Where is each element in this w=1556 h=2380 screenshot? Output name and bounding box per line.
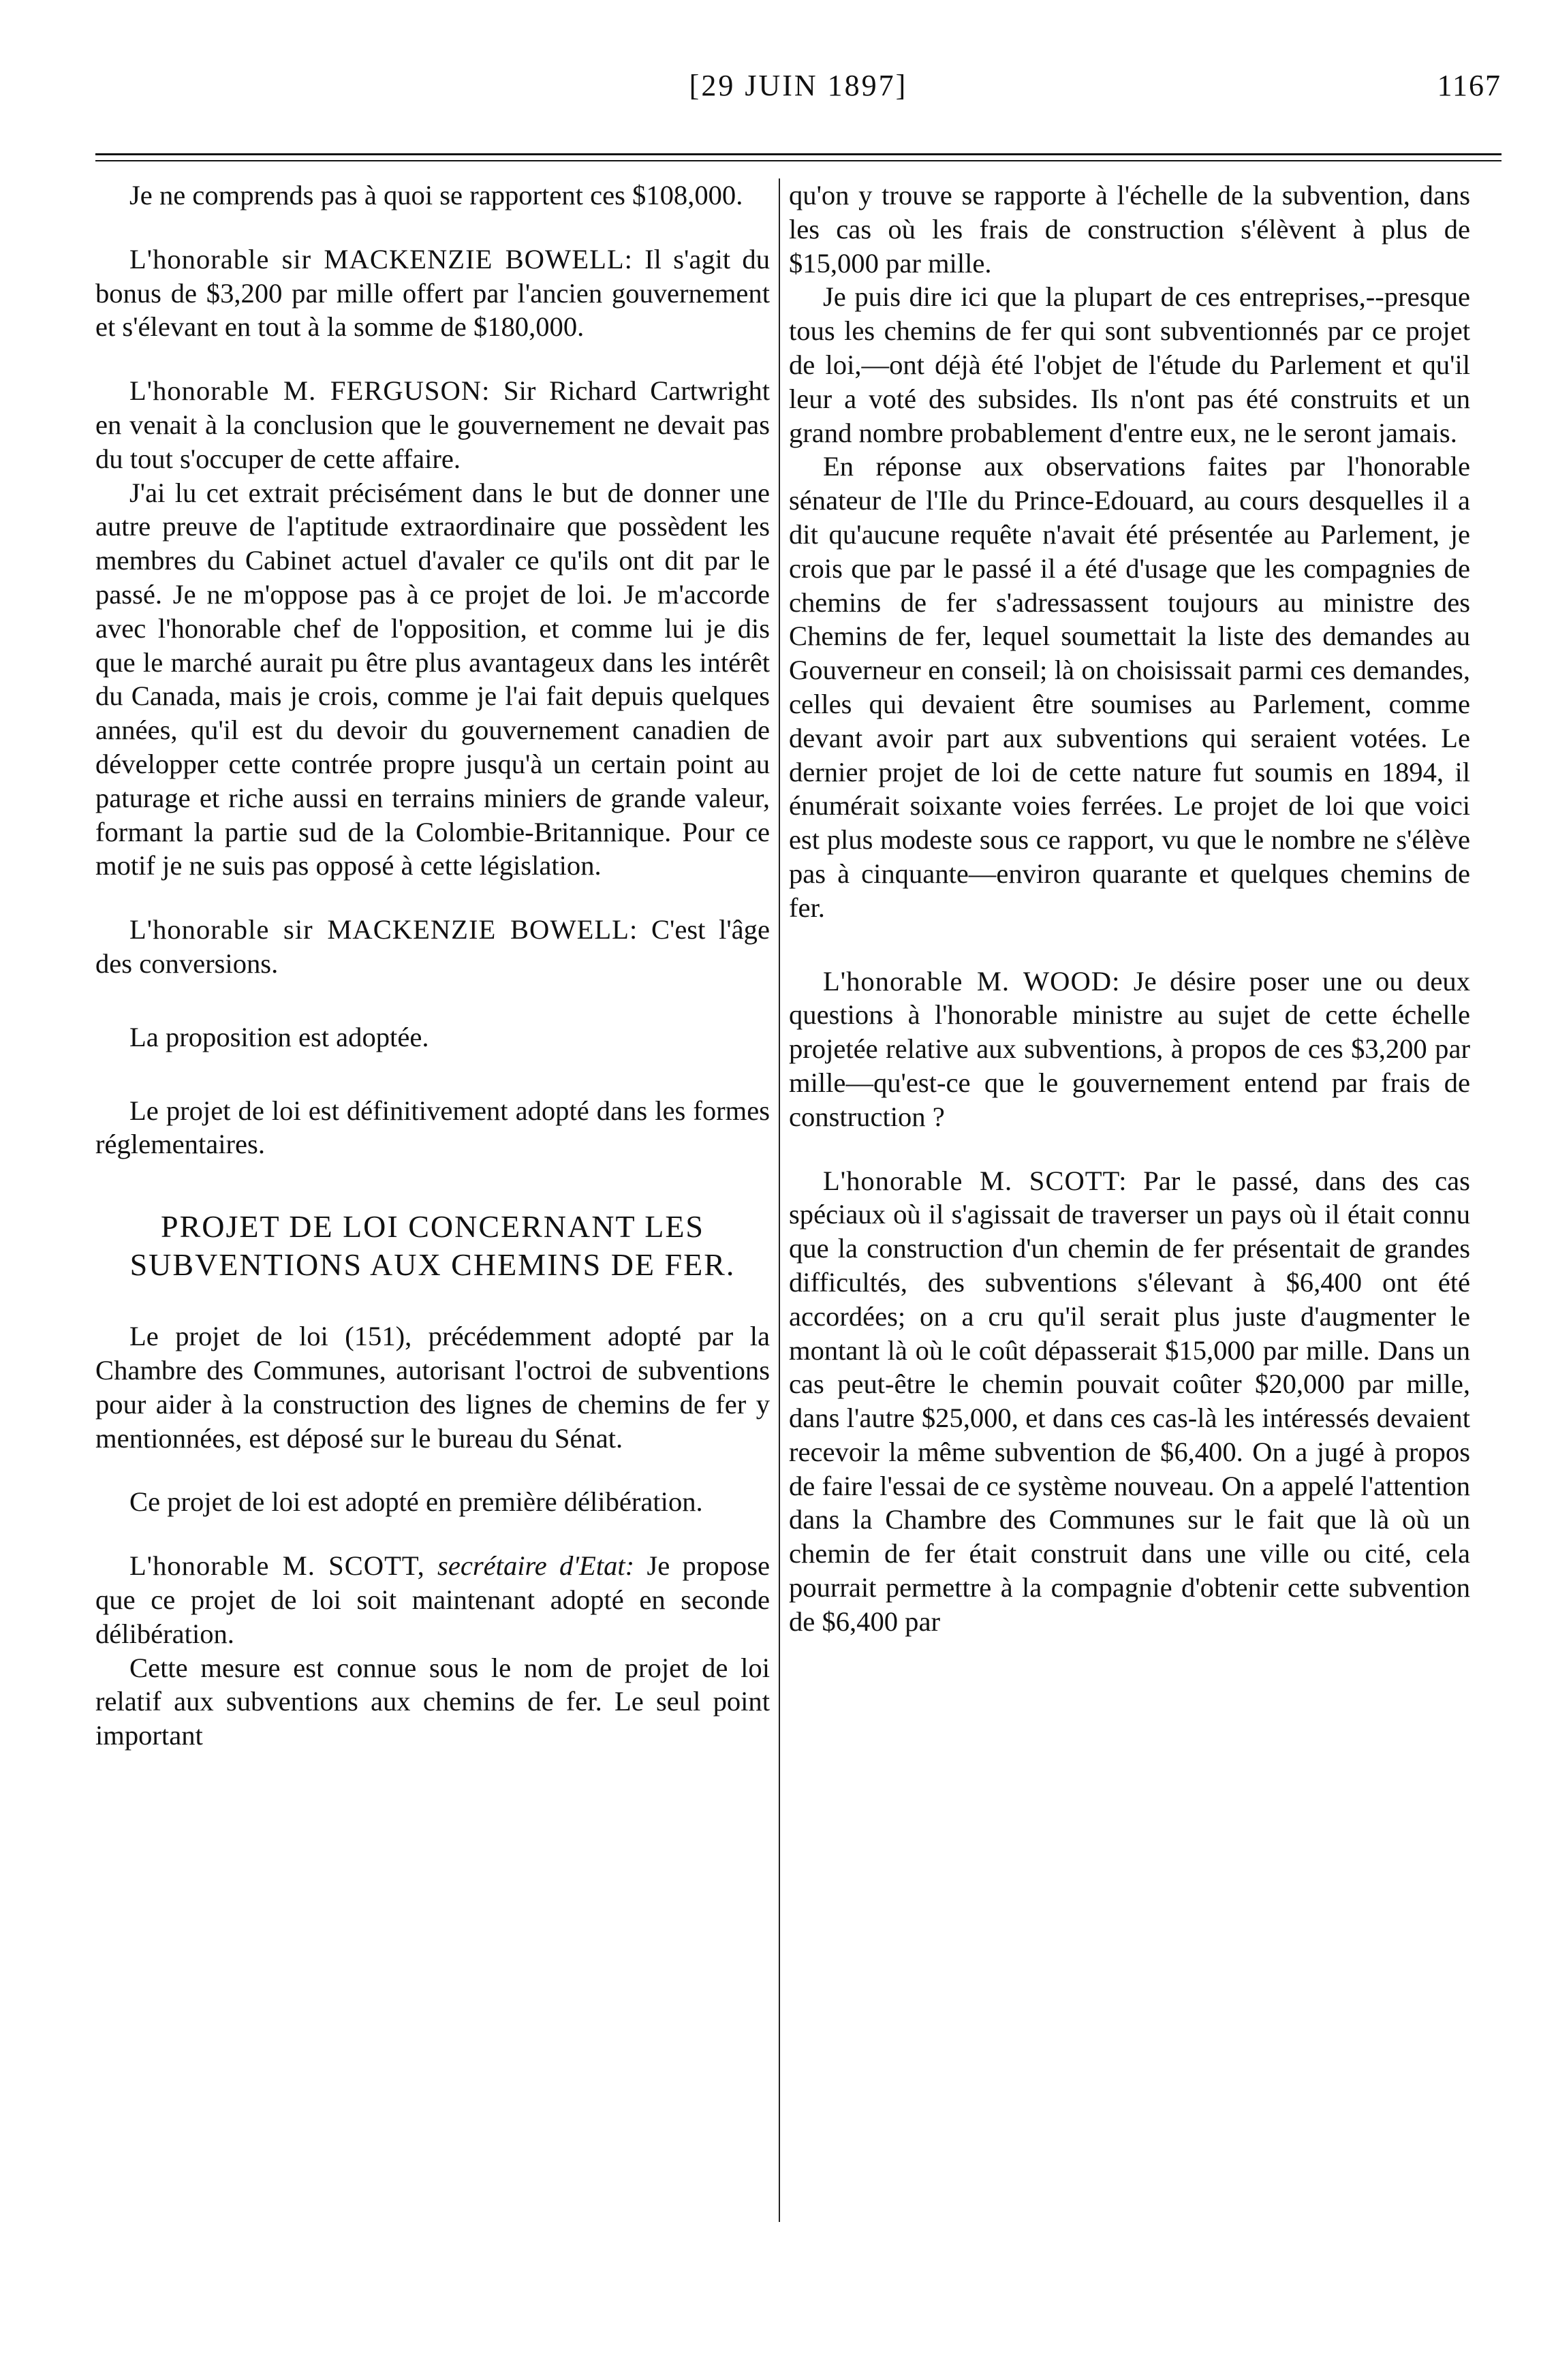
speech-text: Je désire poser une ou deux questions à l'honorable ministre au sujet de cette échelle projetée relative aux subventions, à propos de ces $3,200 par mille—qu'est-ce que le gouvernement entend par frais de construction ? — [789, 965, 1470, 1132]
speech-text: Je propose que ce projet de loi soit maintenant adopté en seconde délibération. — [95, 1550, 771, 1649]
header-rule-secondary — [95, 160, 1501, 161]
paragraph: J'ai lu cet extrait précisément dans le but de donner une autre preuve de l'aptitude extraordinaire que possèdent les membres du Cabinet actuel d'avaler ce qu'ils ont dit par le passé. Je ne m'oppose pas à ce projet de loi. Je m'accorde avec l'honorable chef de l'opposition, et comme lui je dis que le marché aurait pu être plus avantageux dans les intérêt du Canada, mais je crois, comme je l'ai fait depuis quelques années, qu'il est du devoir du gouvernement canadien de développer cette contrée propre jusqu'à un certain point au paturage et riche aussi en terrains miniers de grande valeur, formant la partie sud de la Colombie-Britannique. Pour ce motif je ne suis pas opposé à cette législation. — [95, 477, 770, 881]
right-column — [789, 178, 1470, 1639]
speaker-name: L'honorable M. FERGUSON: — [129, 375, 491, 407]
paragraph: Je puis dire ici que la plupart de ces entreprises,--presque tous les chemins de fer qui sont subventionnés par ce projet de loi,—ont déjà été l'objet de l'étude du Parlement et qu'il leur a voté des subsides. Ils n'ont pas été construits et un grand nombre probablement d'entre eux, ne le seront jamais. — [789, 281, 1470, 448]
header-date: [29 JUIN 1897] — [689, 69, 908, 102]
paragraph: Le projet de loi (151), précédemment adopté par la Chambre des Communes, autorisant l'octroi de subventions pour aider à la construction des lignes de chemins de fer y mentionnées, est déposé sur le bureau du Sénat. — [95, 1321, 770, 1454]
speech-paragraph — [789, 965, 1470, 1134]
speech-paragraph — [95, 242, 770, 344]
speaker-name: L'honorable sir MACKENZIE BOWELL: — [129, 914, 638, 945]
speaker-name: L'honorable M. SCOTT, — [129, 1550, 425, 1582]
paragraph: Cette mesure est connue sous le nom de projet de loi relatif aux subventions aux chemins de fer. Le seul point important — [95, 1652, 770, 1751]
speech-paragraph — [789, 1164, 1470, 1639]
speech-paragraph — [95, 1549, 770, 1650]
speaker-name: L'honorable M. SCOTT: — [823, 1165, 1127, 1196]
speech-text: Par le passé, dans des cas spéciaux où il s'agissait de traverser un pays où il était connu que la construction d'un chemin de fer présentait de grandes difficultés, des subventions s'élevant à $6,400 ont été accordées; on a cru qu'il serait plus juste d'augmenter le montant là où le coût dépasserait $15,000 par mille. Dans un cas peut-être le chemin pouvait coûter $20,000 par mille, dans l'autre $25,000, et dans ces cas-là les intéressés devaient recevoir la même subvention de $6,400. On a jugé à propos de faire l'essai de ce système nouveau. On a appelé l'attention dans la Chambre des Communes sur le fait que là où un chemin de fer était construit dans une ville ou cité, cela pourrait permettre à la compagnie d'obtenir cette subvention de $6,400 par — [789, 1165, 1470, 1637]
page-number: 1167 — [1437, 69, 1501, 102]
paragraph: Ce projet de loi est adopté en première délibération. — [129, 1486, 703, 1518]
speech-paragraph — [95, 374, 770, 475]
paragraph: Je ne comprends pas à quoi se rapportent ces $108,000. — [129, 180, 743, 210]
speaker-name: L'honorable M. WOOD: — [823, 965, 1121, 997]
left-column — [95, 178, 770, 1753]
section-title: PROJET DE LOI CONCERNANT LES SUBVENTIONS AUX CHEMINS DE FER. — [129, 1209, 736, 1283]
speech-text: Sir Richard Cartwright en venait à la conclusion que le gouvernement ne devait pas du tout s'occuper de cette affaire. — [95, 375, 771, 474]
header-rule — [95, 153, 1501, 155]
speech-text: Il s'agit du bonus de $3,200 par mille offert par l'ancien gouvernement et s'élevant en tout à la somme de $180,000. — [95, 243, 770, 343]
paragraph: La proposition est adoptée. — [129, 1021, 429, 1052]
speech-text: C'est l'âge des conversions. — [95, 914, 770, 979]
page-header — [95, 68, 1501, 129]
paragraph: Le projet de loi est définitivement adopté dans les formes réglementaires. — [95, 1095, 770, 1160]
paragraph: En réponse aux observations faites par l'honorable sénateur de l'Ile du Prince-Edouard, au cours desquelles il a dit qu'aucune requête n'avait été présentée au Parlement, je crois que par le passé il a été d'usage que les compagnies de chemins de fer s'adressassent toujours au ministre des Chemins de fer, lequel soumettait la liste des demandes au Gouverneur en conseil; là on choisissait parmi ces demandes, celles qui devaient être soumises au Parlement, comme devant avoir part aux subventions qui seraient votées. Le dernier projet de loi de cette nature fut soumis en 1894, il énumérait soixante voies ferrées. Le projet de loi que voici est plus modeste sous ce rapport, vu que le nombre ne s'élève pas à cinquante—environ quarante et quelques chemins de fer. — [789, 451, 1470, 923]
column-divider — [779, 178, 780, 2222]
speaker-name: L'honorable sir MACKENZIE BOWELL: — [129, 243, 633, 275]
speaker-role: secrétaire d'Etat: — [424, 1550, 635, 1582]
paragraph: qu'on y trouve se rapporte à l'échelle de la subvention, dans les cas où les frais de construction s'élèvent à plus de $15,000 par mille. — [789, 180, 1470, 279]
speech-paragraph — [95, 913, 770, 981]
